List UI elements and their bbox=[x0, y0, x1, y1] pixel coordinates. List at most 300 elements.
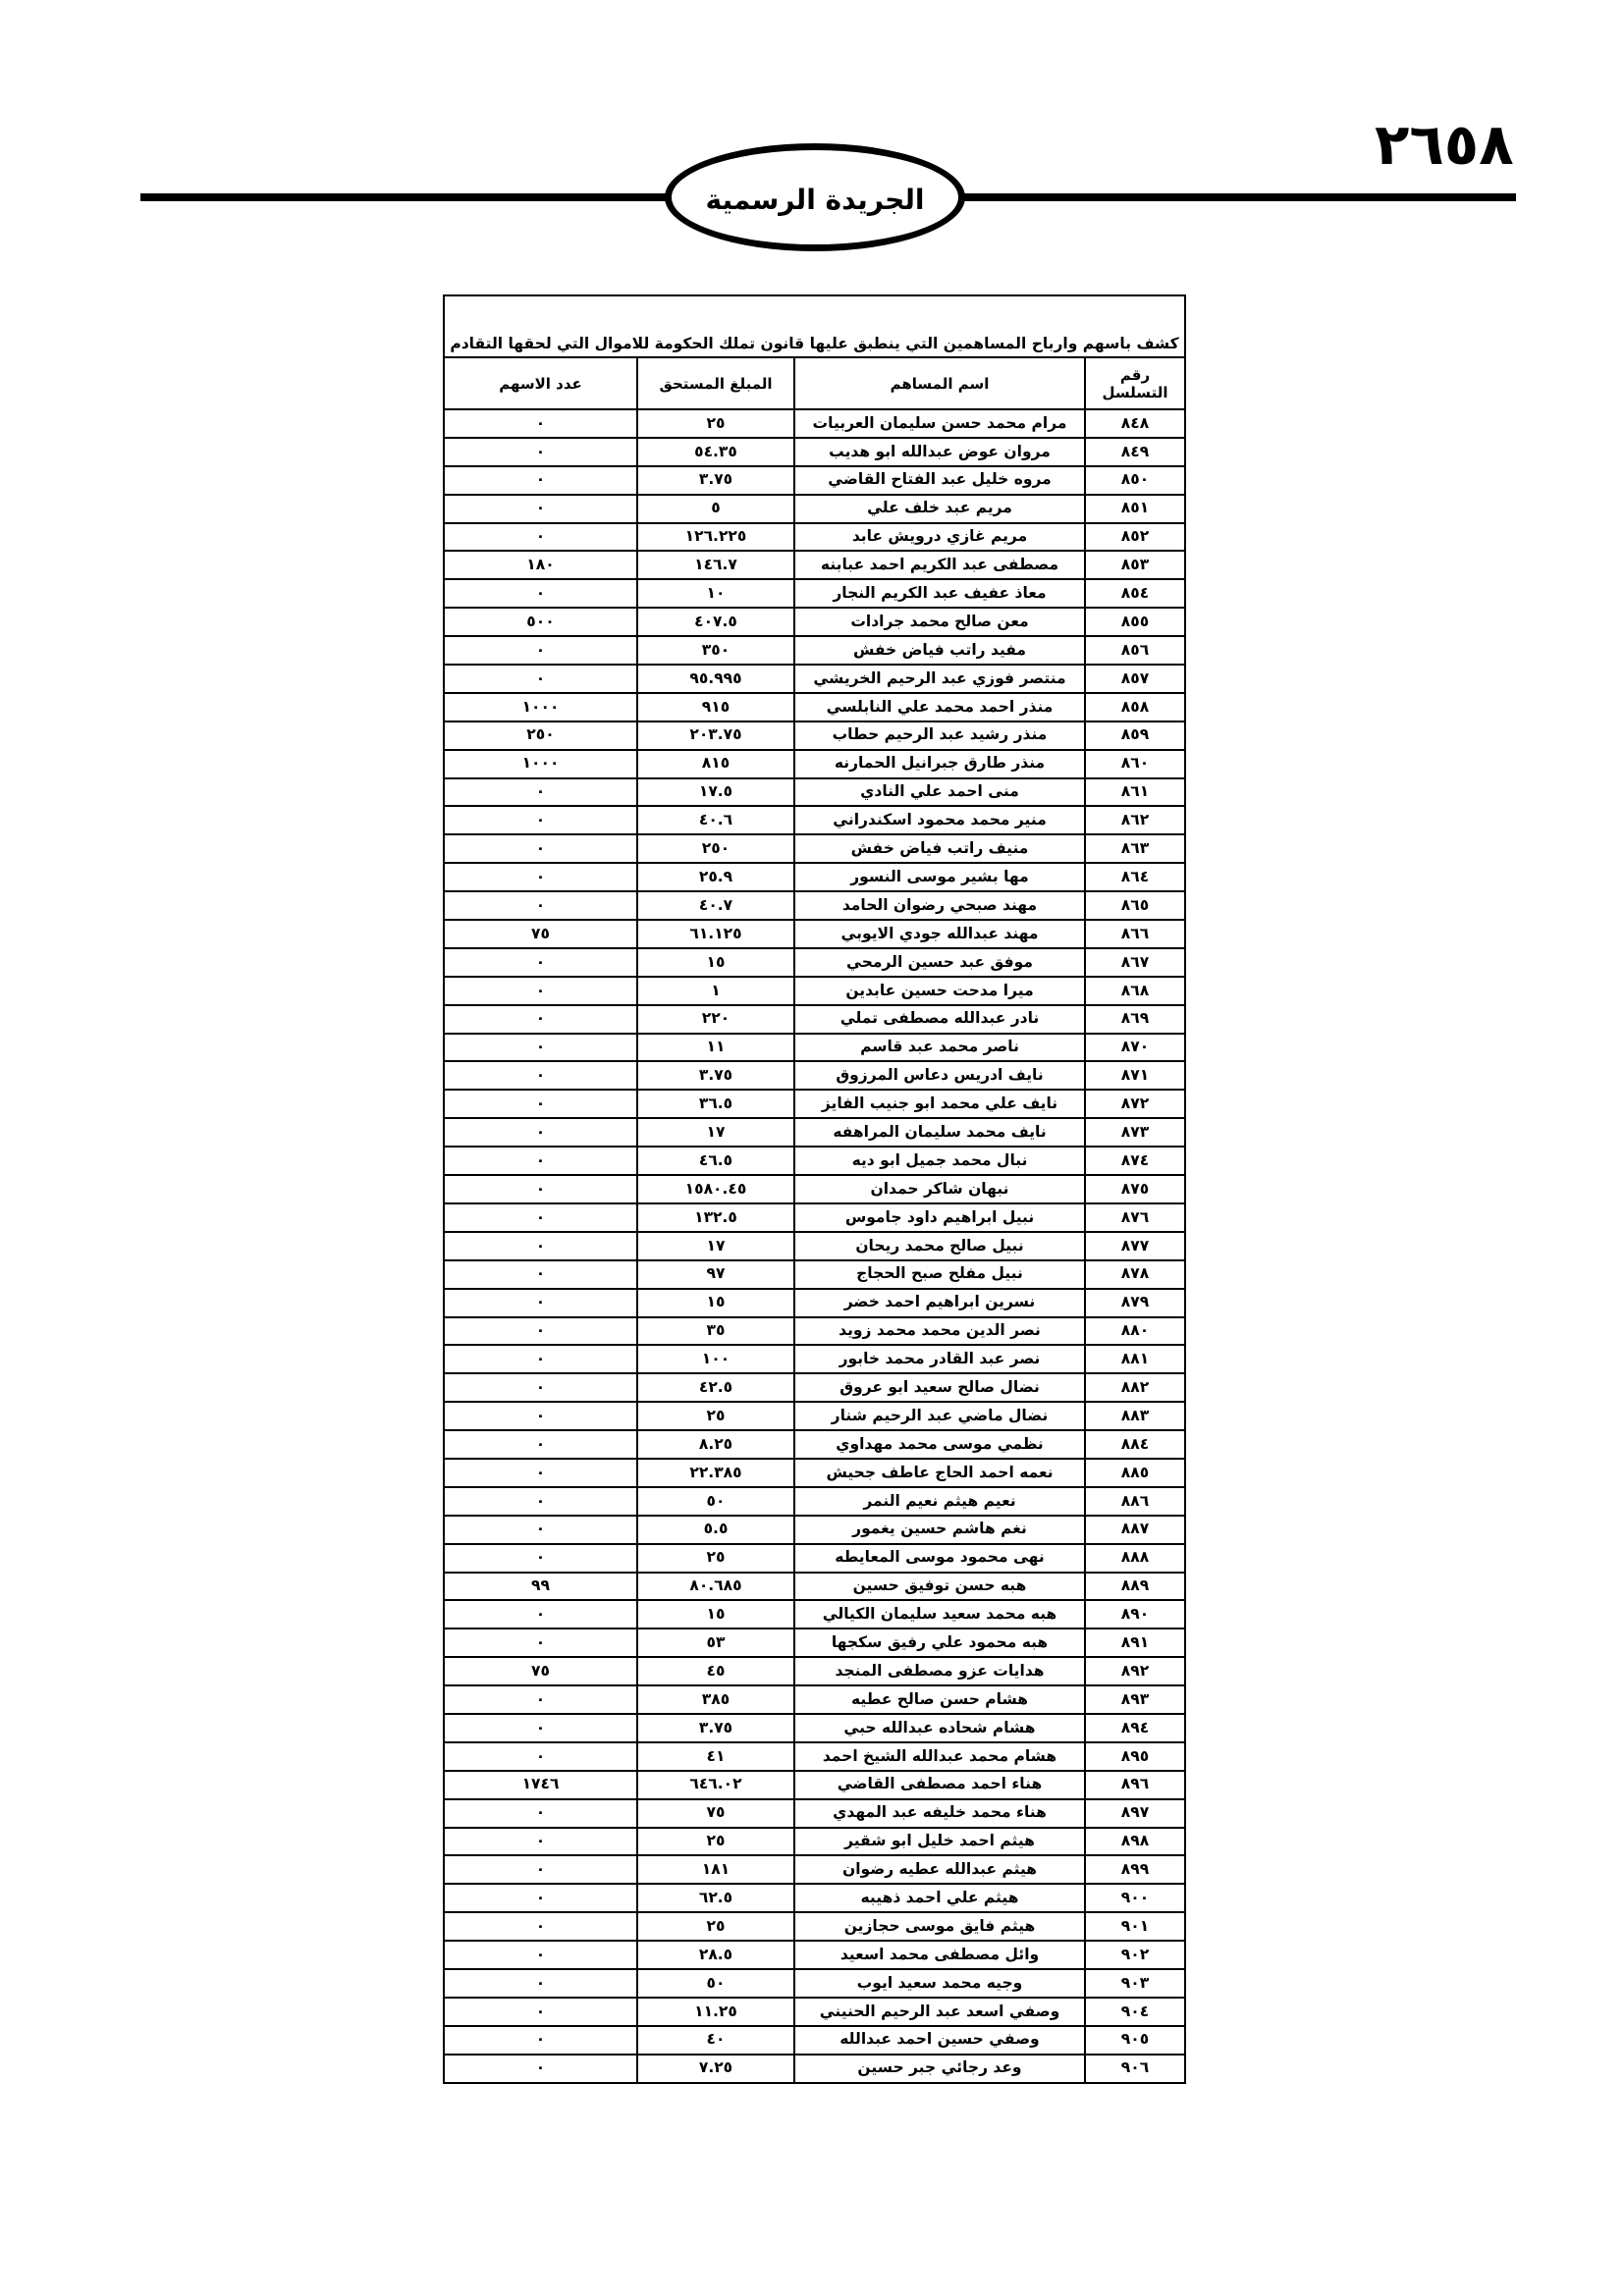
cell-name: مهند عبدالله جودي الايوبي bbox=[794, 920, 1085, 948]
cell-serial: ٨٩٧ bbox=[1085, 1799, 1184, 1828]
cell-shares: ٧٥ bbox=[445, 1657, 637, 1685]
cell-name: ناصر محمد عبد قاسم bbox=[794, 1034, 1085, 1062]
cell-name: هبه حسن توفيق حسين bbox=[794, 1573, 1085, 1601]
cell-amount: ١٣٢.٥ bbox=[637, 1203, 794, 1232]
cell-amount: ١ bbox=[637, 977, 794, 1005]
table-row bbox=[445, 1373, 1184, 1402]
cell-amount: ٣.٧٥ bbox=[637, 1714, 794, 1742]
cell-amount: ١٠ bbox=[637, 579, 794, 608]
cell-shares: ٠ bbox=[445, 948, 637, 977]
cell-amount: ٥٠ bbox=[637, 1969, 794, 1998]
cell-name: منير محمد محمود اسكندراني bbox=[794, 806, 1085, 834]
cell-amount: ١٢٦.٢٢٥ bbox=[637, 523, 794, 552]
shareholders-table bbox=[445, 358, 1184, 2082]
cell-amount: ٣.٧٥ bbox=[637, 1061, 794, 1090]
table-row bbox=[445, 750, 1184, 778]
cell-shares: ٠ bbox=[445, 665, 637, 693]
cell-shares: ٠ bbox=[445, 2026, 637, 2055]
table-row bbox=[445, 665, 1184, 693]
cell-amount: ٣٨٥ bbox=[637, 1685, 794, 1714]
cell-shares: ٠ bbox=[445, 1430, 637, 1459]
table-row bbox=[445, 1629, 1184, 1657]
cell-amount: ٢٥ bbox=[637, 409, 794, 438]
cell-name: وائل مصطفى محمد اسعيد bbox=[794, 1941, 1085, 1969]
cell-name: هبه محمود علي رفيق سكجها bbox=[794, 1629, 1085, 1657]
cell-serial: ٨٩٥ bbox=[1085, 1742, 1184, 1771]
cell-amount: ٥٠ bbox=[637, 1487, 794, 1516]
table-row bbox=[445, 1459, 1184, 1487]
cell-serial: ٨٨٨ bbox=[1085, 1544, 1184, 1573]
cell-name: موفق عبد حسين الرمحي bbox=[794, 948, 1085, 977]
table-row bbox=[445, 466, 1184, 495]
cell-amount: ٩١٥ bbox=[637, 693, 794, 721]
table-row bbox=[445, 579, 1184, 608]
table-row bbox=[445, 1232, 1184, 1260]
cell-amount: ٩٧ bbox=[637, 1260, 794, 1289]
cell-name: نبيل مفلح صبح الحجاج bbox=[794, 1260, 1085, 1289]
cell-serial: ٩٠٠ bbox=[1085, 1884, 1184, 1912]
cell-serial: ٨٦٣ bbox=[1085, 834, 1184, 863]
table-row bbox=[445, 1345, 1184, 1373]
cell-serial: ٨٨٣ bbox=[1085, 1402, 1184, 1430]
cell-amount: ٢٨.٥ bbox=[637, 1941, 794, 1969]
cell-serial: ٨٧٠ bbox=[1085, 1034, 1184, 1062]
cell-shares: ٠ bbox=[445, 1685, 637, 1714]
table-row bbox=[445, 863, 1184, 891]
table-row bbox=[445, 1430, 1184, 1459]
table-row bbox=[445, 1742, 1184, 1771]
cell-serial: ٨٦٥ bbox=[1085, 891, 1184, 920]
cell-amount: ١٥ bbox=[637, 1600, 794, 1629]
table-row bbox=[445, 438, 1184, 466]
cell-name: نضال ماضي عبد الرحيم شنار bbox=[794, 1402, 1085, 1430]
cell-serial: ٨٤٨ bbox=[1085, 409, 1184, 438]
table-row bbox=[445, 1147, 1184, 1175]
table-row bbox=[445, 1941, 1184, 1969]
cell-amount: ٣٦.٥ bbox=[637, 1090, 794, 1118]
cell-name: ميرا مدحت حسين عابدين bbox=[794, 977, 1085, 1005]
cell-name: نسرين ابراهيم احمد خضر bbox=[794, 1289, 1085, 1317]
cell-name: مرام محمد حسن سليمان العربيات bbox=[794, 409, 1085, 438]
cell-amount: ٤٢.٥ bbox=[637, 1373, 794, 1402]
cell-shares: ٠ bbox=[445, 1289, 637, 1317]
table-row bbox=[445, 693, 1184, 721]
table-row bbox=[445, 1260, 1184, 1289]
cell-shares: ٠ bbox=[445, 806, 637, 834]
table-row bbox=[445, 1118, 1184, 1147]
cell-serial: ٩٠٦ bbox=[1085, 2055, 1184, 2082]
cell-amount: ١٧ bbox=[637, 1118, 794, 1147]
cell-name: هناء محمد خليفه عبد المهدي bbox=[794, 1799, 1085, 1828]
cell-serial: ٨٥٣ bbox=[1085, 551, 1184, 579]
cell-amount: ٢٥ bbox=[637, 1544, 794, 1573]
table-row bbox=[445, 495, 1184, 523]
cell-amount: ٣٥ bbox=[637, 1317, 794, 1346]
cell-shares: ٠ bbox=[445, 1203, 637, 1232]
cell-shares: ٠ bbox=[445, 1373, 637, 1402]
table-row bbox=[445, 1998, 1184, 2026]
cell-shares: ٠ bbox=[445, 1855, 637, 1884]
cell-shares: ٠ bbox=[445, 977, 637, 1005]
table-row bbox=[445, 608, 1184, 636]
cell-amount: ٥.٥ bbox=[637, 1516, 794, 1544]
column-header-serial: رقم التسلسل bbox=[1085, 358, 1184, 409]
cell-name: نبال محمد جميل ابو ديه bbox=[794, 1147, 1085, 1175]
column-header-name: اسم المساهم bbox=[794, 358, 1085, 409]
cell-name: نبيل صالح محمد ريحان bbox=[794, 1232, 1085, 1260]
cell-amount: ٢٥ bbox=[637, 1402, 794, 1430]
cell-name: هيثم علي احمد ذهيبه bbox=[794, 1884, 1085, 1912]
cell-shares: ٠ bbox=[445, 409, 637, 438]
cell-shares: ٠ bbox=[445, 834, 637, 863]
cell-shares: ٠ bbox=[445, 1600, 637, 1629]
cell-serial: ٨٧٩ bbox=[1085, 1289, 1184, 1317]
cell-name: نعيم هيثم نعيم النمر bbox=[794, 1487, 1085, 1516]
cell-serial: ٨٩٩ bbox=[1085, 1855, 1184, 1884]
cell-shares: ٠ bbox=[445, 1629, 637, 1657]
cell-serial: ٨٧٥ bbox=[1085, 1175, 1184, 1203]
cell-serial: ٨٧٢ bbox=[1085, 1090, 1184, 1118]
table-row bbox=[445, 806, 1184, 834]
cell-shares: ٠ bbox=[445, 1005, 637, 1034]
cell-shares: ٩٩ bbox=[445, 1573, 637, 1601]
cell-name: منيف راتب فياض خفش bbox=[794, 834, 1085, 863]
table-body bbox=[445, 409, 1184, 2082]
cell-amount: ١٥ bbox=[637, 948, 794, 977]
cell-shares: ٠ bbox=[445, 495, 637, 523]
table-row bbox=[445, 1061, 1184, 1090]
cell-amount: ٥ bbox=[637, 495, 794, 523]
cell-name: هناء احمد مصطفى القاضي bbox=[794, 1771, 1085, 1799]
table-row bbox=[445, 721, 1184, 750]
table-row bbox=[445, 948, 1184, 977]
cell-name: هيثم عبدالله عطيه رضوان bbox=[794, 1855, 1085, 1884]
cell-serial: ٨٦٤ bbox=[1085, 863, 1184, 891]
table-row bbox=[445, 1969, 1184, 1998]
cell-name: وجيه محمد سعيد ايوب bbox=[794, 1969, 1085, 1998]
cell-shares: ٠ bbox=[445, 1459, 637, 1487]
cell-serial: ٨٥٩ bbox=[1085, 721, 1184, 750]
cell-amount: ١٧.٥ bbox=[637, 778, 794, 807]
cell-name: معاذ عفيف عبد الكريم النجار bbox=[794, 579, 1085, 608]
cell-amount: ٤٦.٥ bbox=[637, 1147, 794, 1175]
cell-name: نصر الدين محمد محمد زويد bbox=[794, 1317, 1085, 1346]
cell-name: نضال صالح سعيد ابو عروق bbox=[794, 1373, 1085, 1402]
cell-amount: ٢٠٣.٧٥ bbox=[637, 721, 794, 750]
cell-amount: ٥٤.٣٥ bbox=[637, 438, 794, 466]
cell-shares: ٠ bbox=[445, 1118, 637, 1147]
cell-serial: ٨٩٤ bbox=[1085, 1714, 1184, 1742]
cell-amount: ٩٥.٩٩٥ bbox=[637, 665, 794, 693]
publication-title: الجريدة الرسمية bbox=[705, 183, 925, 216]
cell-name: مريم غازي درويش عابد bbox=[794, 523, 1085, 552]
cell-amount: ١١ bbox=[637, 1034, 794, 1062]
cell-serial: ٨٥٧ bbox=[1085, 665, 1184, 693]
cell-name: نظمي موسى محمد مهداوي bbox=[794, 1430, 1085, 1459]
table-row bbox=[445, 636, 1184, 665]
table-row bbox=[445, 1714, 1184, 1742]
cell-amount: ٢٢.٣٨٥ bbox=[637, 1459, 794, 1487]
cell-amount: ٦٤٦.٠٢ bbox=[637, 1771, 794, 1799]
cell-amount: ١٥ bbox=[637, 1289, 794, 1317]
cell-amount: ٨٠.٦٨٥ bbox=[637, 1573, 794, 1601]
cell-shares: ١٧٤٦ bbox=[445, 1771, 637, 1799]
table-row bbox=[445, 1402, 1184, 1430]
cell-shares: ٠ bbox=[445, 1516, 637, 1544]
cell-name: مروان عوض عبدالله ابو هديب bbox=[794, 438, 1085, 466]
cell-amount: ٢٥ bbox=[637, 1912, 794, 1941]
cell-amount: ٢٥٠ bbox=[637, 834, 794, 863]
table-row bbox=[445, 1657, 1184, 1685]
table-row bbox=[445, 1544, 1184, 1573]
table-row bbox=[445, 551, 1184, 579]
cell-name: نعمه احمد الحاج عاطف جحيش bbox=[794, 1459, 1085, 1487]
cell-amount: ٧.٢٥ bbox=[637, 2055, 794, 2082]
cell-serial: ٨٩١ bbox=[1085, 1629, 1184, 1657]
cell-name: نايف علي محمد ابو جنيب الفايز bbox=[794, 1090, 1085, 1118]
cell-serial: ٩٠٢ bbox=[1085, 1941, 1184, 1969]
cell-shares: ٠ bbox=[445, 1487, 637, 1516]
cell-serial: ٩٠٣ bbox=[1085, 1969, 1184, 1998]
cell-name: نبهان شاكر حمدان bbox=[794, 1175, 1085, 1203]
cell-serial: ٨٨٩ bbox=[1085, 1573, 1184, 1601]
table-row bbox=[445, 1884, 1184, 1912]
cell-serial: ٨٦٠ bbox=[1085, 750, 1184, 778]
cell-amount: ٢٢٠ bbox=[637, 1005, 794, 1034]
cell-name: وصفي اسعد عبد الرحيم الحنيني bbox=[794, 1998, 1085, 2026]
table-row bbox=[445, 1685, 1184, 1714]
table-row bbox=[445, 1573, 1184, 1601]
cell-shares: ٠ bbox=[445, 1402, 637, 1430]
cell-name: مهند صبحي رضوان الحامد bbox=[794, 891, 1085, 920]
cell-shares: ١٠٠٠ bbox=[445, 693, 637, 721]
cell-shares: ٠ bbox=[445, 1317, 637, 1346]
cell-serial: ٨٦٩ bbox=[1085, 1005, 1184, 1034]
cell-serial: ٨٨٢ bbox=[1085, 1373, 1184, 1402]
cell-shares: ٠ bbox=[445, 1061, 637, 1090]
table-row bbox=[445, 834, 1184, 863]
cell-shares: ٠ bbox=[445, 1260, 637, 1289]
cell-serial: ٨٨٦ bbox=[1085, 1487, 1184, 1516]
cell-shares: ٠ bbox=[445, 1799, 637, 1828]
cell-shares: ٠ bbox=[445, 1828, 637, 1856]
table-row bbox=[445, 2055, 1184, 2082]
cell-shares: ٠ bbox=[445, 1998, 637, 2026]
cell-serial: ٩٠٤ bbox=[1085, 1998, 1184, 2026]
cell-serial: ٨٥٢ bbox=[1085, 523, 1184, 552]
table-row bbox=[445, 1034, 1184, 1062]
cell-shares: ٠ bbox=[445, 891, 637, 920]
table-row bbox=[445, 920, 1184, 948]
cell-serial: ٨٩٢ bbox=[1085, 1657, 1184, 1685]
cell-shares: ٠ bbox=[445, 636, 637, 665]
cell-amount: ٤٠.٦ bbox=[637, 806, 794, 834]
cell-serial: ٩٠٥ bbox=[1085, 2026, 1184, 2055]
cell-name: هيثم احمد خليل ابو شقير bbox=[794, 1828, 1085, 1856]
cell-name: منذر طارق جبرانيل الحمارنه bbox=[794, 750, 1085, 778]
cell-shares: ٠ bbox=[445, 863, 637, 891]
cell-serial: ٨٥١ bbox=[1085, 495, 1184, 523]
cell-amount: ٨١٥ bbox=[637, 750, 794, 778]
cell-name: منذر رشيد عبد الرحيم حطاب bbox=[794, 721, 1085, 750]
table-row bbox=[445, 1203, 1184, 1232]
cell-name: نصر عبد القادر محمد خابور bbox=[794, 1345, 1085, 1373]
cell-serial: ٨٧٤ bbox=[1085, 1147, 1184, 1175]
shareholders-table-box bbox=[443, 294, 1186, 2084]
cell-amount: ١٨١ bbox=[637, 1855, 794, 1884]
table-row bbox=[445, 1799, 1184, 1828]
cell-serial: ٨٧٣ bbox=[1085, 1118, 1184, 1147]
cell-name: نهى محمود موسى المعايطه bbox=[794, 1544, 1085, 1573]
cell-shares: ٠ bbox=[445, 1714, 637, 1742]
cell-shares: ٠ bbox=[445, 1969, 637, 1998]
page-number: ٢٦٥٨ bbox=[1375, 111, 1514, 178]
cell-name: نايف ادريس دعاس المرزوق bbox=[794, 1061, 1085, 1090]
table-row bbox=[445, 1005, 1184, 1034]
cell-amount: ٧٥ bbox=[637, 1799, 794, 1828]
cell-amount: ٣٥٠ bbox=[637, 636, 794, 665]
cell-shares: ٠ bbox=[445, 1175, 637, 1203]
cell-serial: ٨٥٨ bbox=[1085, 693, 1184, 721]
cell-name: معن صالح محمد جرادات bbox=[794, 608, 1085, 636]
cell-name: هدايات عزو مصطفى المنجد bbox=[794, 1657, 1085, 1685]
cell-shares: ٠ bbox=[445, 1544, 637, 1573]
cell-amount: ٥٣ bbox=[637, 1629, 794, 1657]
cell-shares: ٠ bbox=[445, 1232, 637, 1260]
cell-serial: ٨٧١ bbox=[1085, 1061, 1184, 1090]
cell-name: مروه خليل عبد الفتاح القاضي bbox=[794, 466, 1085, 495]
cell-amount: ٤٠ bbox=[637, 2026, 794, 2055]
cell-shares: ٠ bbox=[445, 778, 637, 807]
cell-serial: ٨٥٠ bbox=[1085, 466, 1184, 495]
table-row bbox=[445, 2026, 1184, 2055]
cell-serial: ٨٨٧ bbox=[1085, 1516, 1184, 1544]
cell-name: هشام حسن صالح عطيه bbox=[794, 1685, 1085, 1714]
cell-serial: ٨٦١ bbox=[1085, 778, 1184, 807]
cell-serial: ٨٩٣ bbox=[1085, 1685, 1184, 1714]
cell-amount: ٤٠٧.٥ bbox=[637, 608, 794, 636]
publication-title-oval bbox=[665, 143, 965, 251]
table-row bbox=[445, 1855, 1184, 1884]
cell-amount: ١٧ bbox=[637, 1232, 794, 1260]
cell-shares: ٠ bbox=[445, 1090, 637, 1118]
cell-shares: ٠ bbox=[445, 1034, 637, 1062]
cell-shares: ٠ bbox=[445, 1147, 637, 1175]
column-header-shares: عدد الاسهم bbox=[445, 358, 637, 409]
cell-serial: ٨٨٠ bbox=[1085, 1317, 1184, 1346]
cell-name: وصفي حسين احمد عبدالله bbox=[794, 2026, 1085, 2055]
table-row bbox=[445, 891, 1184, 920]
cell-name: نادر عبدالله مصطفى تملي bbox=[794, 1005, 1085, 1034]
cell-amount: ١٠٠ bbox=[637, 1345, 794, 1373]
table-row bbox=[445, 523, 1184, 552]
cell-name: وعد رجائي جبر حسين bbox=[794, 2055, 1085, 2082]
cell-name: منى احمد علي النادي bbox=[794, 778, 1085, 807]
cell-serial: ٨٥٤ bbox=[1085, 579, 1184, 608]
table-caption: كشف باسهم وارباح المساهمين التي ينطبق عليها قانون تملك الحكومة للاموال التي لحقها التقادم bbox=[445, 296, 1184, 358]
table-row bbox=[445, 778, 1184, 807]
cell-amount: ٦١.١٢٥ bbox=[637, 920, 794, 948]
cell-shares: ٠ bbox=[445, 1912, 637, 1941]
cell-amount: ٤١ bbox=[637, 1742, 794, 1771]
cell-serial: ٨٩٠ bbox=[1085, 1600, 1184, 1629]
table-row bbox=[445, 1090, 1184, 1118]
table-row bbox=[445, 1175, 1184, 1203]
cell-shares: ٠ bbox=[445, 579, 637, 608]
column-header-amount: المبلغ المستحق bbox=[637, 358, 794, 409]
cell-name: نايف محمد سليمان المراهفه bbox=[794, 1118, 1085, 1147]
cell-serial: ٨٧٦ bbox=[1085, 1203, 1184, 1232]
table-row bbox=[445, 409, 1184, 438]
cell-shares: ١٨٠ bbox=[445, 551, 637, 579]
cell-amount: ١٤٦.٧ bbox=[637, 551, 794, 579]
cell-serial: ٨٤٩ bbox=[1085, 438, 1184, 466]
cell-amount: ٢٥.٩ bbox=[637, 863, 794, 891]
cell-serial: ٨٩٦ bbox=[1085, 1771, 1184, 1799]
cell-serial: ٨٨٥ bbox=[1085, 1459, 1184, 1487]
cell-serial: ٨٧٧ bbox=[1085, 1232, 1184, 1260]
cell-amount: ٢٥ bbox=[637, 1828, 794, 1856]
cell-amount: ٨.٢٥ bbox=[637, 1430, 794, 1459]
table-row bbox=[445, 1600, 1184, 1629]
cell-shares: ٠ bbox=[445, 1941, 637, 1969]
table-row bbox=[445, 1487, 1184, 1516]
cell-name: نبيل ابراهيم داود جاموس bbox=[794, 1203, 1085, 1232]
cell-shares: ١٠٠٠ bbox=[445, 750, 637, 778]
cell-amount: ١٥٨٠.٤٥ bbox=[637, 1175, 794, 1203]
cell-shares: ٧٥ bbox=[445, 920, 637, 948]
cell-name: منتصر فوزي عبد الرحيم الخريشي bbox=[794, 665, 1085, 693]
cell-serial: ٨٨١ bbox=[1085, 1345, 1184, 1373]
cell-serial: ٨٧٨ bbox=[1085, 1260, 1184, 1289]
cell-name: هشام شحاده عبدالله حبي bbox=[794, 1714, 1085, 1742]
cell-serial: ٨٦٢ bbox=[1085, 806, 1184, 834]
cell-name: هشام محمد عبدالله الشيخ احمد bbox=[794, 1742, 1085, 1771]
table-row bbox=[445, 1516, 1184, 1544]
cell-amount: ٤٠.٧ bbox=[637, 891, 794, 920]
cell-name: منذر احمد محمد علي النابلسي bbox=[794, 693, 1085, 721]
cell-shares: ٠ bbox=[445, 2055, 637, 2082]
cell-name: نغم هاشم حسين يغمور bbox=[794, 1516, 1085, 1544]
cell-shares: ٠ bbox=[445, 466, 637, 495]
cell-shares: ٢٥٠ bbox=[445, 721, 637, 750]
cell-shares: ٠ bbox=[445, 523, 637, 552]
cell-serial: ٨٦٧ bbox=[1085, 948, 1184, 977]
cell-serial: ٨٩٨ bbox=[1085, 1828, 1184, 1856]
table-row bbox=[445, 1771, 1184, 1799]
cell-shares: ٠ bbox=[445, 1884, 637, 1912]
table-row bbox=[445, 1317, 1184, 1346]
cell-name: مفيد راتب فياض خفش bbox=[794, 636, 1085, 665]
cell-shares: ٠ bbox=[445, 1742, 637, 1771]
cell-serial: ٨٦٦ bbox=[1085, 920, 1184, 948]
cell-name: مصطفى عبد الكريم احمد عبابنه bbox=[794, 551, 1085, 579]
cell-amount: ١١.٢٥ bbox=[637, 1998, 794, 2026]
cell-amount: ٣.٧٥ bbox=[637, 466, 794, 495]
cell-serial: ٩٠١ bbox=[1085, 1912, 1184, 1941]
cell-amount: ٤٥ bbox=[637, 1657, 794, 1685]
table-row bbox=[445, 1912, 1184, 1941]
cell-serial: ٨٥٦ bbox=[1085, 636, 1184, 665]
cell-shares: ٥٠٠ bbox=[445, 608, 637, 636]
cell-name: مها بشير موسى النسور bbox=[794, 863, 1085, 891]
cell-serial: ٨٦٨ bbox=[1085, 977, 1184, 1005]
table-row bbox=[445, 1828, 1184, 1856]
table-row bbox=[445, 1289, 1184, 1317]
cell-serial: ٨٥٥ bbox=[1085, 608, 1184, 636]
cell-name: هبه محمد سعيد سليمان الكيالي bbox=[794, 1600, 1085, 1629]
table-header-row bbox=[445, 358, 1184, 409]
